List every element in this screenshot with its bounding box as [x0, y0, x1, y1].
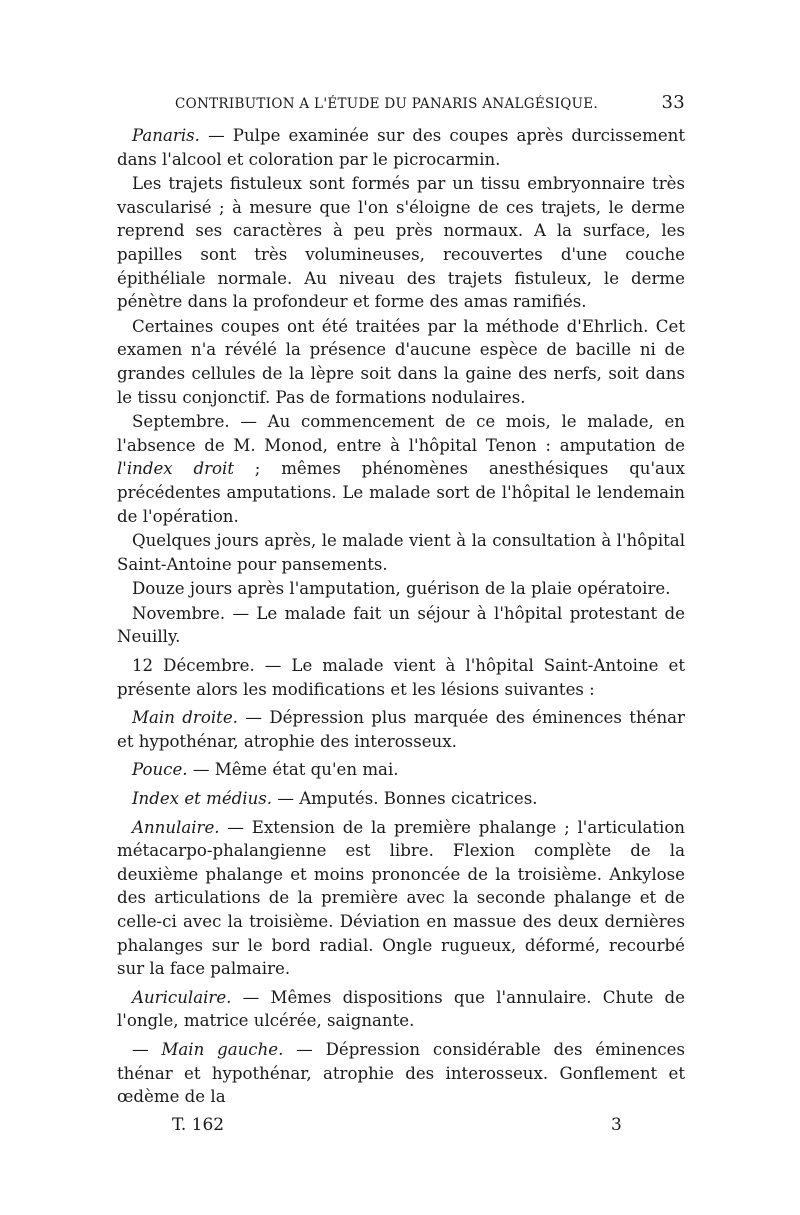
paragraph-text: — Même état qu'en mai. [187, 760, 399, 780]
paragraph-text: ; mêmes phénomènes anesthésiques qu'aux précédentes amputations. Le malade sort de l'hôpital le lendemain de l'opération. [117, 459, 685, 526]
paragraph-text: — Extension de la première phalange ; l'articulation métacarpo-phalangienne est libre. Flexion complète de la deuxième phalange et moins prononcée de la troisième. Ankylose des articulations de la première avec la seconde phalange et de celle-ci avec la troisième. Déviation en massue des deux dernières phalanges sur le bord radial. Ongle rugueux, déformé, recourbé sur la face palmaire. [117, 817, 685, 979]
paragraph-lead: Panaris. [132, 126, 200, 145]
signature-volume: T. 162 [172, 1114, 225, 1135]
paragraph-lead: Main gauche. [161, 1039, 284, 1059]
paragraph-text: Quelques jours après, le malade vient à la consultation à l'hôpital Saint-Antoine pour pansements. [117, 531, 685, 574]
paragraph-text: Novembre. — Le malade fait un séjour à l'hôpital protestant de Neuilly. [117, 603, 685, 647]
paragraph-text: — Dépression considérable des éminences thénar et hypothénar, atrophie des interosseux. Gonflement et œdème de la [117, 1039, 685, 1107]
paragraph-italic: l'index droit [117, 459, 234, 479]
paragraph-text: — Mêmes dispositions que l'annulaire. Chute de l'ongle, matrice ulcérée, saignante. [117, 987, 685, 1031]
signature-sheet: 3 [611, 1114, 622, 1135]
paragraph-quelques-jours [117, 529, 685, 576]
paragraph-annulaire [117, 816, 685, 981]
paragraph-lead: Pouce. [132, 760, 188, 780]
running-title: CONTRIBUTION A L'ÉTUDE DU PANARIS ANALGÉSIQUE. [175, 96, 599, 112]
paragraph-septembre [117, 410, 685, 528]
body-text [117, 124, 685, 1109]
paragraph-novembre [117, 602, 685, 649]
paragraph-lead: Annulaire. [132, 817, 220, 837]
paragraph-pouce [117, 758, 685, 782]
paragraph-decembre [117, 654, 685, 701]
paragraph-trajets [117, 172, 685, 314]
paragraph-text: — Dépression plus marquée des éminences thénar et hypothénar, atrophie des interosseux. [117, 708, 685, 751]
paragraph-index-medius [117, 787, 685, 811]
paragraph-panaris [117, 124, 685, 171]
paragraph-text: — Amputés. Bonnes cicatrices. [272, 789, 538, 809]
paragraph-text: — Pulpe examinée sur des coupes après durcissement dans l'alcool et coloration par le picrocarmin. [117, 126, 685, 169]
page-number: 33 [661, 92, 685, 113]
running-head [117, 92, 685, 118]
paragraph-text: 12 Décembre. — Le malade vient à l'hôpital Saint-Antoine et présente alors les modifications et les lésions suivantes : [117, 656, 685, 699]
printer-signature [117, 1115, 685, 1143]
paragraph-lead: Main droite. [132, 708, 238, 728]
paragraph-douze-jours [117, 577, 685, 601]
paragraph-lead: Auriculaire. [132, 987, 232, 1007]
paragraph-text: Les trajets fistuleux sont formés par un tissu embryonnaire très vascularisé ; à mesure que l'on s'éloigne de ces trajets, le derme reprend ses caractères à peu près normaux. A la surface, les papilles sont très volumineuses, recouvertes d'une couche épithéliale normale. Au niveau des trajets fistuleux, le derme pénètre dans la profondeur et forme des amas ramifiés. [117, 174, 685, 312]
paragraph-auriculaire [117, 986, 685, 1033]
paragraph-coupes [117, 315, 685, 409]
paragraph-dash: — [132, 1039, 162, 1059]
paragraph-main-gauche [117, 1038, 685, 1109]
paragraph-lead: Index et médius. [132, 789, 273, 809]
paragraph-text: Douze jours après l'amputation, guérison de la plaie opératoire. [132, 579, 671, 599]
paragraph-text: Septembre. — Au commencement de ce mois, le malade, en l'absence de M. Monod, entre à l'hôpital Tenon : amputation de [117, 412, 685, 455]
paragraph-main-droite [117, 706, 685, 753]
paragraph-text: Certaines coupes ont été traitées par la méthode d'Ehrlich. Cet examen n'a révélé la présence d'aucune espèce de bacille ni de grandes cellules de la lèpre soit dans la gaine des nerfs, soit dans le tissu conjonctif. Pas de formations nodulaires. [117, 316, 685, 407]
document-page [117, 92, 685, 1143]
